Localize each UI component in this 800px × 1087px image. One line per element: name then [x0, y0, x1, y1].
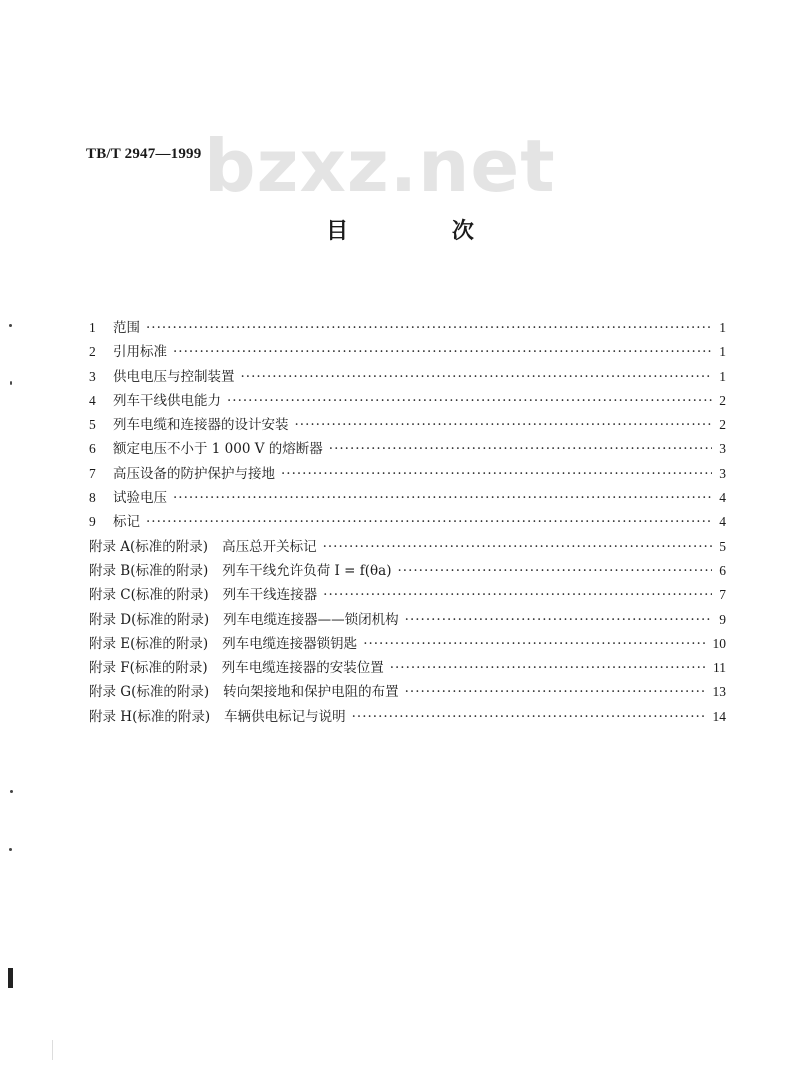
- toc-entry[interactable]: [89, 656, 726, 680]
- toc-leader-dots: [241, 369, 713, 385]
- toc-entry-title: 高压总开关标记: [222, 538, 317, 555]
- toc-entry-annex-label: 附录 C(标准的附录): [89, 587, 209, 604]
- toc-entry-title: 转向架接地和保护电阻的布置: [223, 684, 399, 701]
- toc-leader-dots: [390, 660, 707, 676]
- toc-leader-dots: [405, 684, 707, 700]
- toc-entry-title: 列车电缆和连接器的设计安装: [113, 417, 289, 434]
- toc-entry-title: 高压设备的防护保护与接地: [113, 465, 275, 482]
- toc-entry-number: 3: [89, 368, 96, 384]
- toc-entry-page: 3: [719, 441, 726, 457]
- toc-leader-dots: [363, 636, 706, 652]
- toc-entry-title: 范围: [113, 320, 140, 336]
- toc-entry-number: 1: [89, 320, 96, 335]
- toc-leader-dots: [173, 490, 712, 506]
- toc-entry-title: 标记: [113, 514, 140, 531]
- toc-entry[interactable]: [89, 559, 726, 583]
- toc-entry-title: 列车干线允许负荷 I = f(θa): [222, 562, 392, 579]
- toc-entry-page: 3: [719, 465, 726, 481]
- toc-entry-title: 车辆供电标记与说明: [224, 708, 346, 725]
- toc-leader-dots: [329, 441, 712, 457]
- toc-entry[interactable]: [89, 632, 726, 656]
- toc-entry[interactable]: [89, 510, 726, 534]
- toc-entry[interactable]: [89, 680, 726, 704]
- toc-entry-number: 4: [89, 392, 96, 408]
- toc-leader-dots: [281, 466, 712, 482]
- toc-entry-page: 6: [719, 562, 726, 578]
- toc-entry[interactable]: [89, 705, 726, 729]
- toc-entry[interactable]: [89, 583, 726, 607]
- toc-entry-title: 试验电压: [113, 490, 167, 507]
- toc-entry[interactable]: [89, 413, 726, 437]
- toc-entry[interactable]: [89, 486, 726, 510]
- toc-leader-dots: [405, 612, 712, 628]
- toc-entry-title: 列车电缆连接器的安装位置: [221, 660, 384, 677]
- toc-entry-title: 列车干线供电能力: [113, 392, 221, 409]
- toc-entry-title: 列车电缆连接器锁钥匙: [222, 635, 358, 652]
- toc-entry-page: 9: [719, 611, 726, 627]
- toc-entry-annex-label: 附录 F(标准的附录): [89, 660, 208, 677]
- scan-speck: [9, 848, 12, 851]
- toc-entry-page: 4: [719, 514, 726, 530]
- toc-entry-page: 14: [712, 708, 726, 724]
- toc-entry-page: 2: [719, 392, 726, 408]
- toc-entry-number: 6: [89, 441, 96, 457]
- toc-leader-dots: [227, 393, 712, 409]
- toc-entry[interactable]: [89, 462, 726, 486]
- toc-entry-number: 9: [89, 514, 96, 530]
- toc-entry-title: 供电电压与控制装置: [113, 368, 235, 385]
- toc-entry[interactable]: [89, 608, 726, 632]
- toc-entry-number: 7: [89, 465, 96, 481]
- toc-entry-annex-label: 附录 G(标准的附录): [89, 684, 210, 701]
- toc-leader-dots: [146, 320, 712, 336]
- standard-code: TB/T 2947—1999: [86, 146, 202, 162]
- toc-entry[interactable]: [89, 389, 726, 413]
- toc-entry-title: 列车干线连接器: [222, 587, 318, 604]
- toc-entry-page: 7: [719, 587, 726, 603]
- toc-entry-page: 10: [712, 635, 726, 651]
- scan-edge-line: [52, 1040, 53, 1060]
- scan-speck: [10, 381, 12, 385]
- toc-entry-title: 额定电压不小于 1 000 V 的熔断器: [113, 441, 323, 458]
- toc-entry-number: 8: [89, 490, 96, 506]
- toc-entry-page: 5: [719, 538, 726, 554]
- toc-entry-annex-label: 附录 A(标准的附录): [89, 538, 209, 555]
- toc-entry-page: 13: [712, 684, 726, 700]
- watermark: bzxz.net: [204, 124, 556, 208]
- toc-entry-page: 2: [719, 417, 726, 433]
- scan-speck: [9, 324, 12, 327]
- toc-leader-dots: [323, 539, 712, 555]
- toc-entry-page: 1: [719, 368, 726, 384]
- toc-entry-page: 11: [713, 660, 726, 676]
- toc-entry[interactable]: [89, 316, 726, 340]
- toc-entry-annex-label: 附录 D(标准的附录): [89, 611, 210, 628]
- toc-entry-title: 列车电缆连接器——锁闭机构: [223, 611, 399, 628]
- scan-edge-mark: [8, 968, 13, 988]
- toc-entry-annex-label: 附录 B(标准的附录): [89, 562, 209, 579]
- scan-speck: [10, 790, 13, 793]
- toc-entry-number: 5: [89, 417, 96, 433]
- toc-entry[interactable]: [89, 340, 726, 364]
- toc-entry[interactable]: [89, 365, 726, 389]
- toc-entry[interactable]: [89, 437, 726, 461]
- toc-leader-dots: [295, 417, 713, 433]
- toc-entry[interactable]: [89, 535, 726, 559]
- toc-entry-title: 引用标准: [113, 344, 167, 361]
- toc-list: [89, 316, 726, 729]
- toc-leader-dots: [397, 563, 712, 579]
- toc-entry-page: 1: [719, 344, 726, 360]
- toc-leader-dots: [352, 709, 707, 725]
- toc-leader-dots: [146, 514, 712, 530]
- toc-leader-dots: [323, 587, 712, 603]
- toc-title: 目 次: [326, 219, 522, 244]
- toc-entry-page: 1: [719, 320, 726, 335]
- toc-leader-dots: [173, 344, 712, 360]
- toc-entry-annex-label: 附录 E(标准的附录): [89, 635, 209, 652]
- toc-entry-number: 2: [89, 344, 96, 360]
- toc-entry-annex-label: 附录 H(标准的附录): [89, 708, 211, 725]
- toc-entry-page: 4: [719, 490, 726, 506]
